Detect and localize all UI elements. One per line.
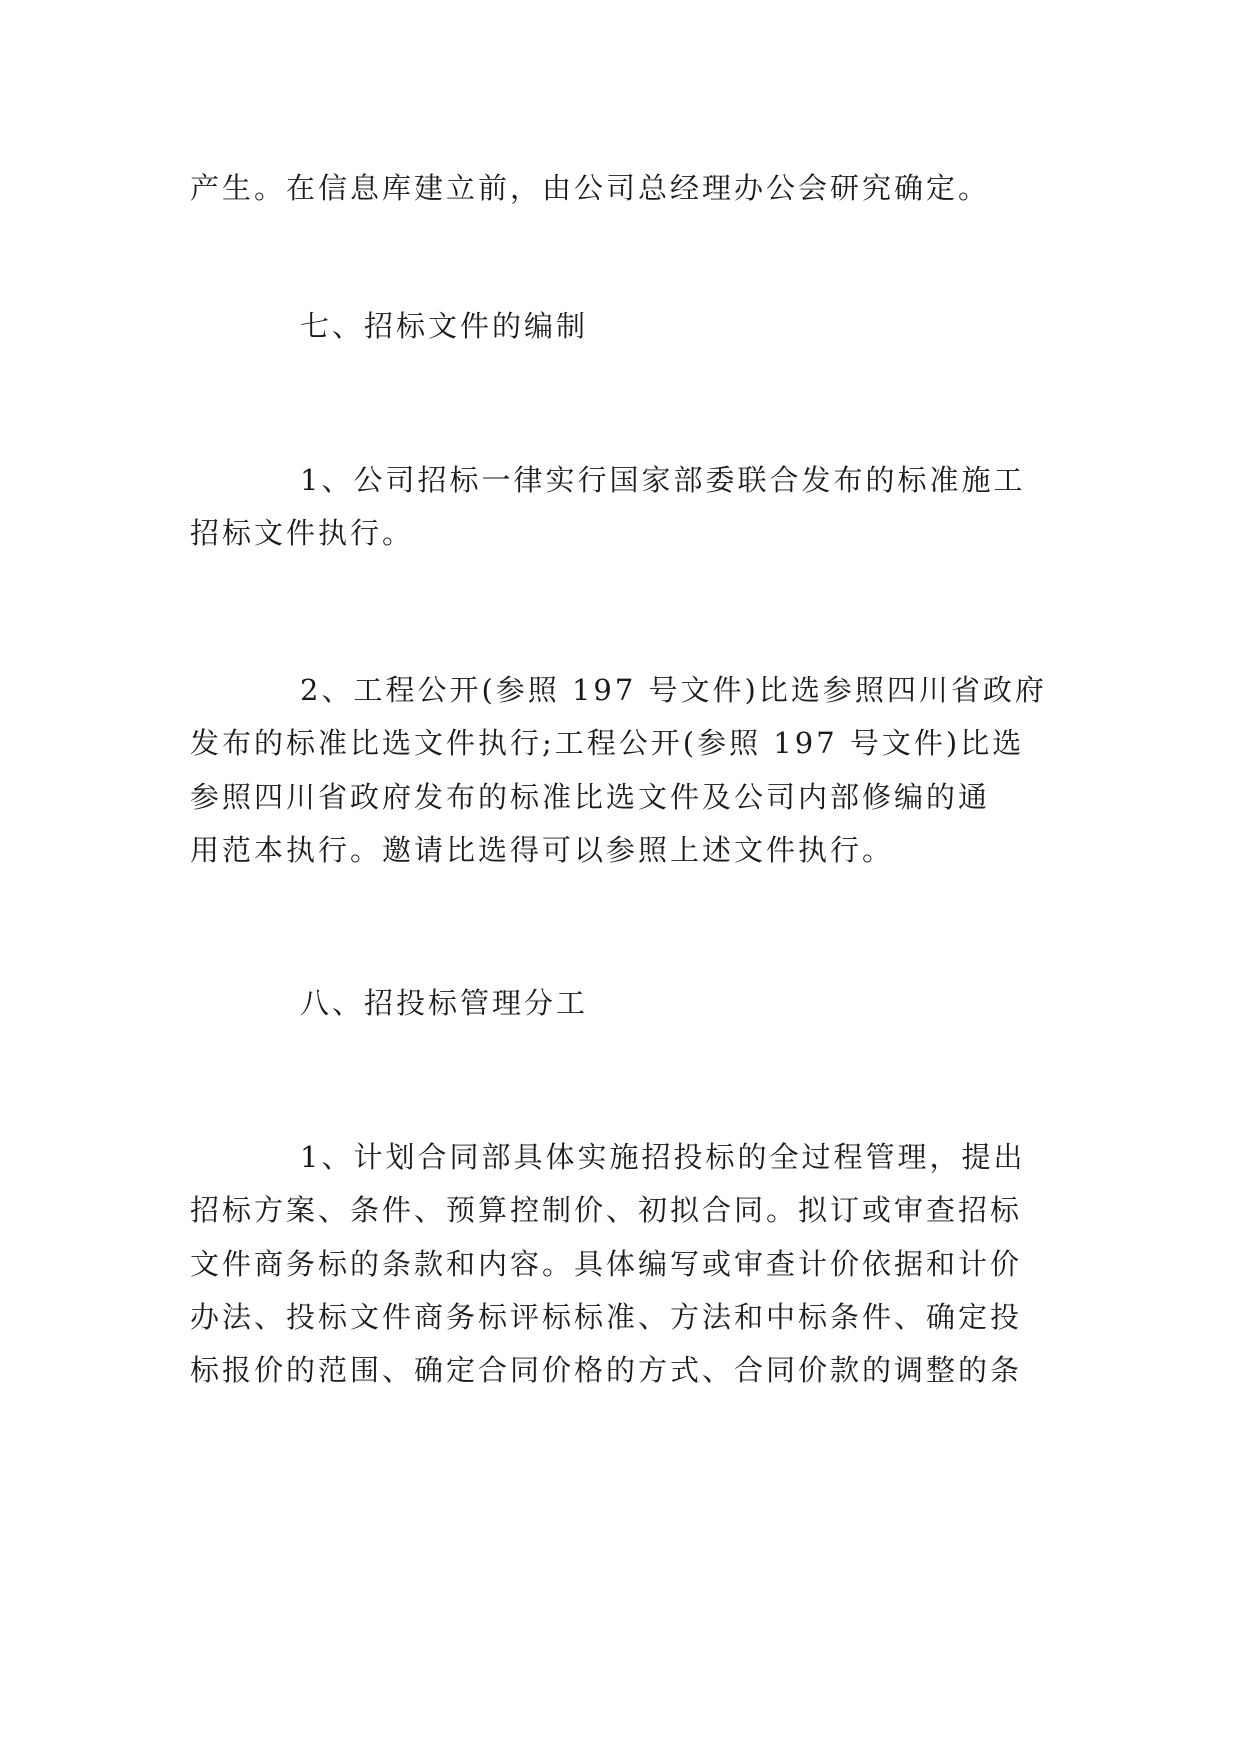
paragraph-line: 1、公司招标一律实行国家部委联合发布的标准施工 [300, 463, 1026, 497]
paragraph-line: 用范本执行。邀请比选得可以参照上述文件执行。 [190, 833, 895, 867]
paragraph-line: 1、计划合同部具体实施招投标的全过程管理，提出 [300, 1140, 1026, 1174]
paragraph-line: 2、工程公开(参照 197 号文件)比选参照四川省政府 [300, 673, 1047, 707]
paragraph-line: 产生。在信息库建立前，由公司总经理办公会研究确定。 [190, 171, 991, 205]
paragraph-line: 发布的标准比选文件执行;工程公开(参照 197 号文件)比选 [190, 726, 1025, 760]
section-heading-seven: 七、招标文件的编制 [300, 309, 589, 343]
paragraph-line: 文件商务标的条款和内容。具体编写或审查计价依据和计价 [190, 1247, 1023, 1281]
section-heading-eight: 八、招投标管理分工 [300, 986, 589, 1020]
paragraph-line: 办法、投标文件商务标评标标准、方法和中标条件、确定投 [190, 1300, 1023, 1334]
paragraph-line: 参照四川省政府发布的标准比选文件及公司内部修编的通 [190, 780, 991, 814]
paragraph-line: 招标文件执行。 [190, 516, 415, 550]
paragraph-line: 标报价的范围、确定合同价格的方式、合同价款的调整的条 [190, 1353, 1023, 1387]
paragraph-line: 招标方案、条件、预算控制价、初拟合同。拟订或审查招标 [190, 1193, 1023, 1227]
